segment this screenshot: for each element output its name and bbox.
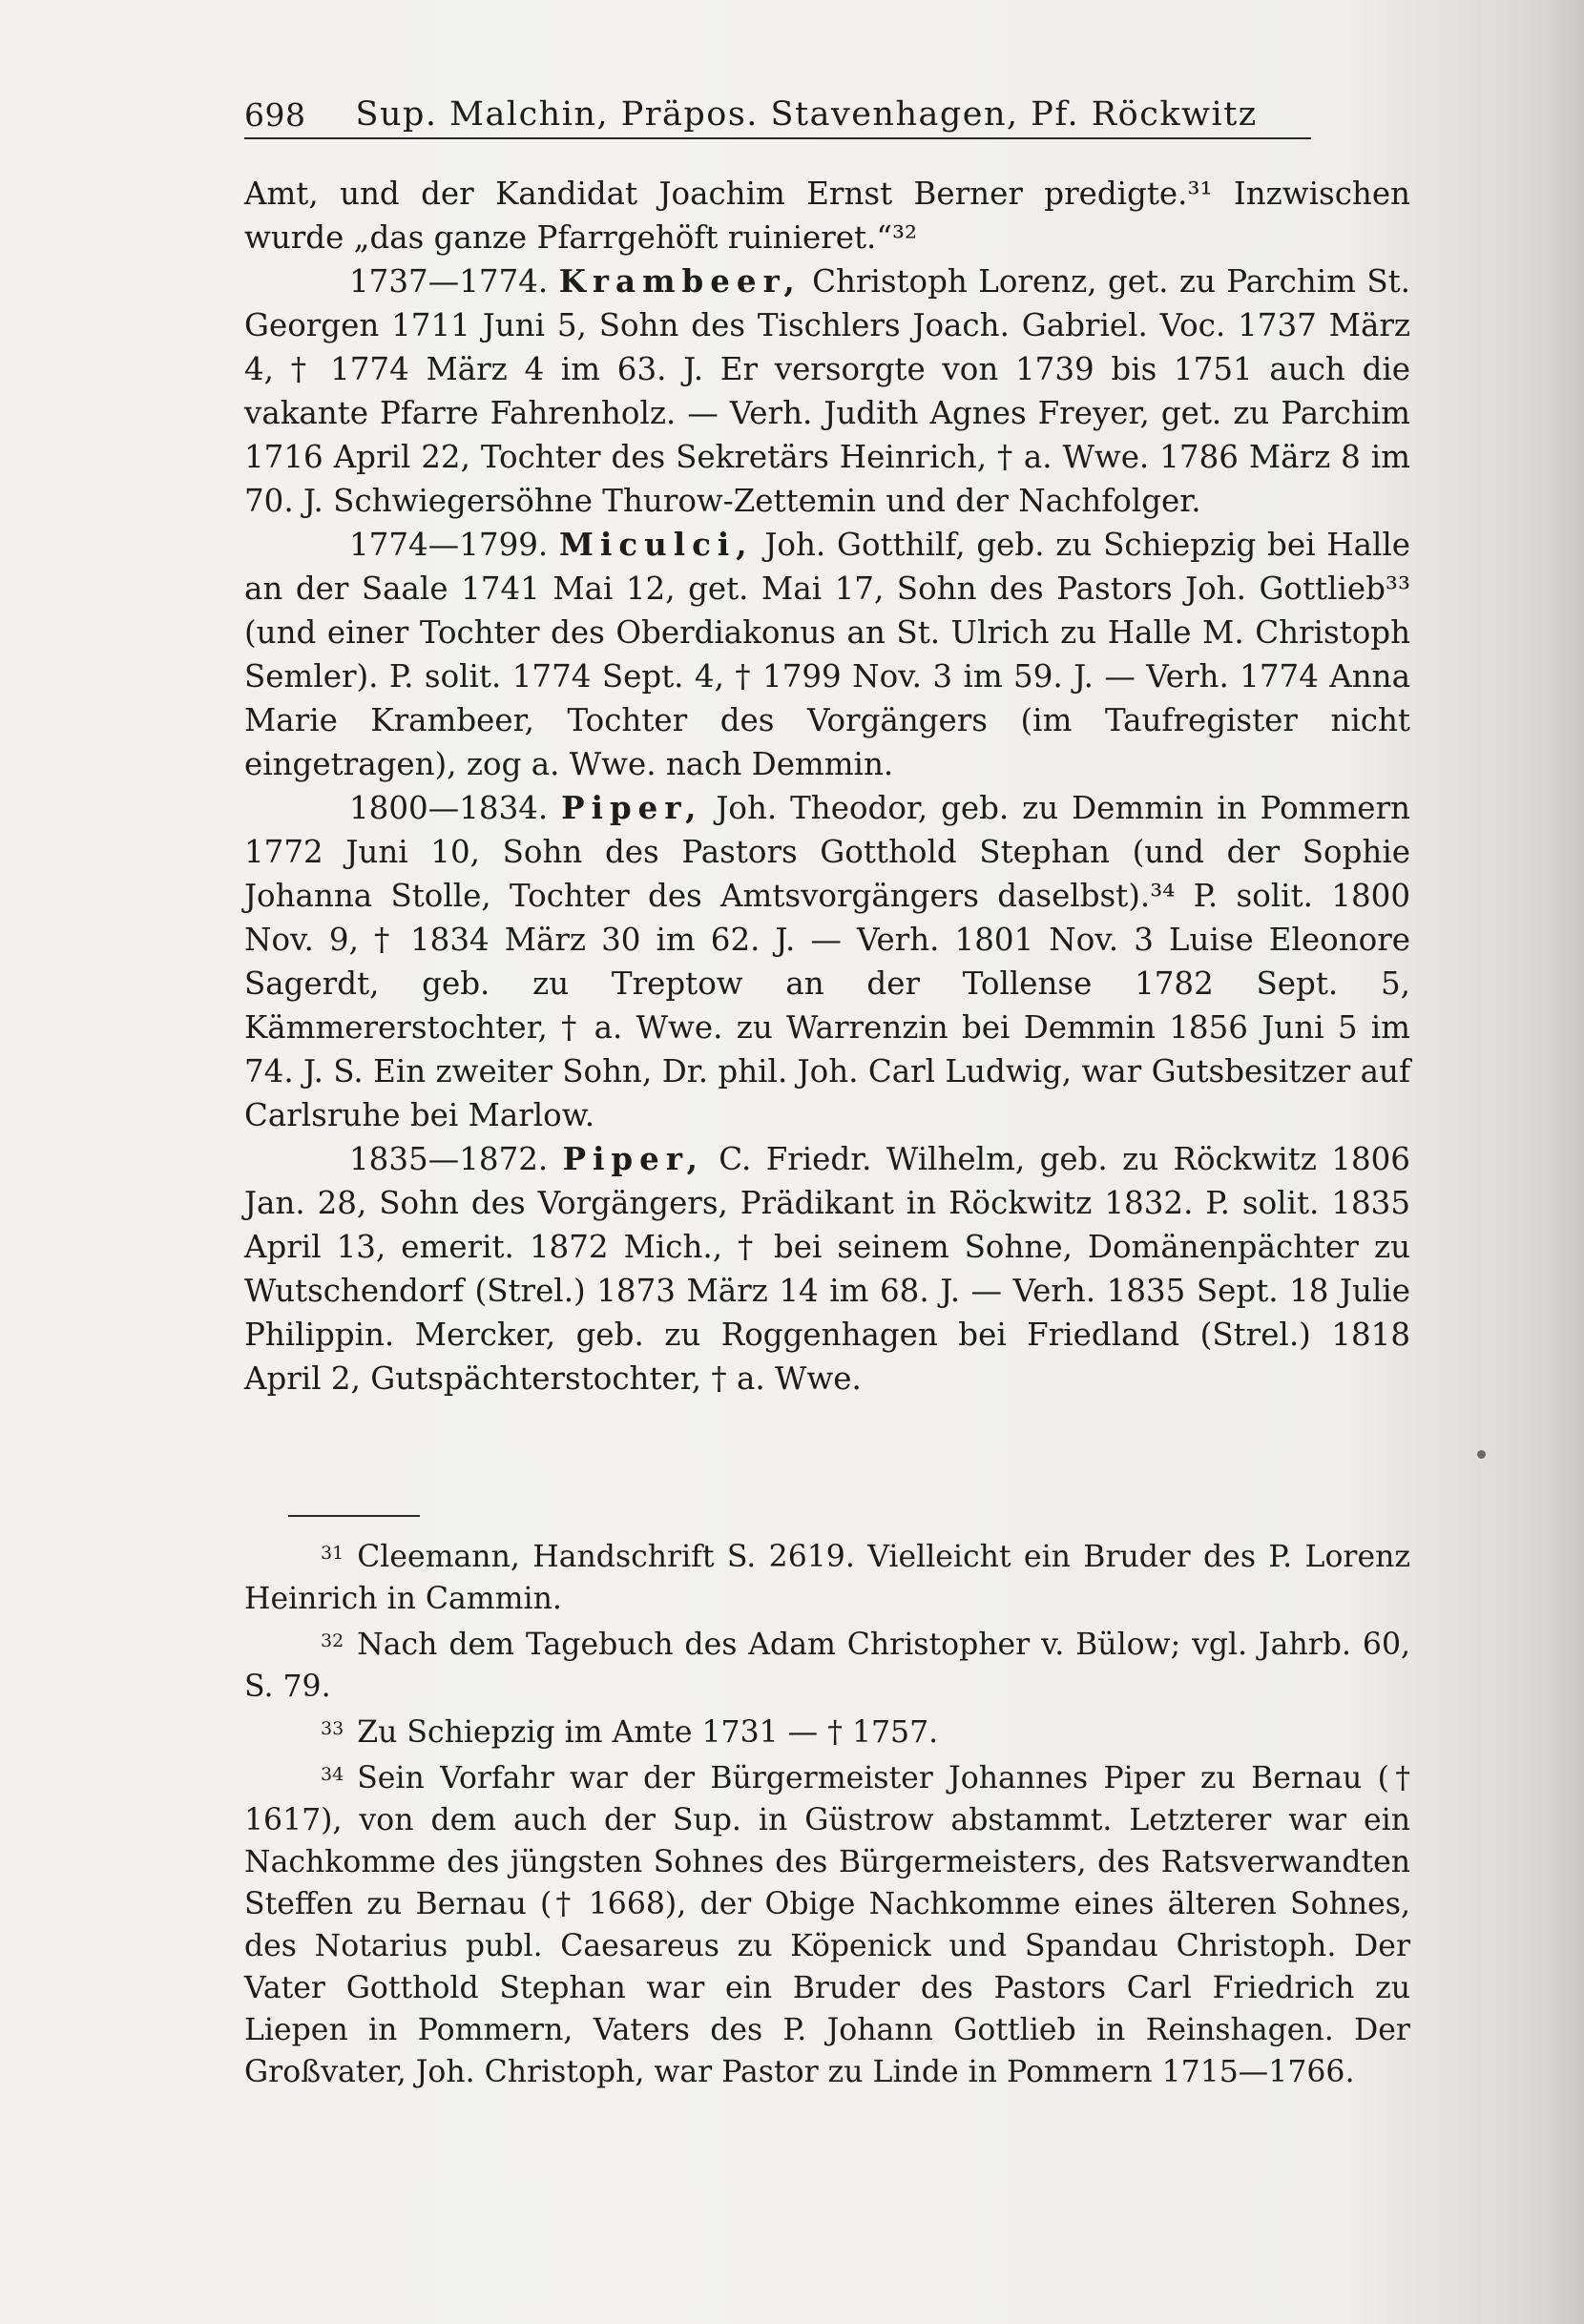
footnote-divider bbox=[288, 1515, 420, 1517]
paper-spot bbox=[1477, 1450, 1486, 1459]
footnote-text: Cleemann, Handschrift S. 2619. Vielleicht ein Bruder des P. Lorenz Heinrich in Cammin. bbox=[244, 1540, 1410, 1616]
footnote-number: 34 bbox=[321, 1764, 344, 1785]
entry-years: 1835—1872. bbox=[349, 1141, 549, 1177]
footnote bbox=[244, 1532, 1410, 1620]
entry-surname: Miculci, bbox=[559, 526, 754, 563]
entry-text: C. Friedr. Wilhelm, geb. zu Röckwitz 1806 Jan. 28, Sohn des Vorgängers, Prädikant in Röckwitz 1832. P. solit. 1835 April 13, emerit. 1872 Mich., † bei seinem Sohne, Domänenpächter zu Wutschendorf (Strel.) 1873 März 14 im 68. J. — Verh. 1835 Sept. 18 Julie Philippin. Mercker, geb. zu Roggenhagen bei Friedland (Strel.) 1818 April 2, Gutspächterstochter, † a. Wwe. bbox=[244, 1141, 1410, 1397]
entry-years: 1774—1799. bbox=[349, 527, 549, 563]
paragraph-text: Amt, und der Kandidat Joachim Ernst Berner predigte.³¹ Inzwischen wurde „das ganze Pfarrgehöft ruinieret.“³² bbox=[244, 176, 1410, 256]
footnote-text: Nach dem Tagebuch des Adam Christopher v. Bülow; vgl. Jahrb. 60, S. 79. bbox=[244, 1628, 1410, 1704]
entry-surname: Piper, bbox=[562, 1140, 704, 1177]
entry-miculci bbox=[244, 523, 1410, 786]
entry-krambeer bbox=[244, 259, 1410, 523]
footnote-number: 31 bbox=[321, 1543, 344, 1564]
running-head: Sup. Malchin, Präpos. Stavenhagen, Pf. Röckwitz bbox=[355, 95, 1258, 134]
entry-text: Christoph Lorenz, get. zu Parchim St. Georgen 1711 Juni 5, Sohn des Tischlers Joach. Gabriel. Voc. 1737 März 4, † 1774 März 4 im 63. J. Er versorgte von 1739 bis 1751 auch die vakante Pfarre Fahrenholz. — Verh. Judith Agnes Freyer, get. zu Parchim 1716 April 22, Tochter des Sekretärs Heinrich, † a. Wwe. 1786 März 8 im 70. J. Schwiegersöhne Thurow-Zettemin und der Nachfolger. bbox=[244, 263, 1411, 519]
footnote-text: Zu Schiepzig im Amte 1731 — † 1757. bbox=[357, 1715, 939, 1750]
entry-surname: Piper, bbox=[561, 789, 703, 826]
footnote-number: 32 bbox=[321, 1630, 344, 1651]
entry-text: Joh. Gotthilf, geb. zu Schiepzig bei Halle an der Saale 1741 Mai 12, get. Mai 17, Sohn des Pastors Joh. Gottlieb³³ (und einer Tochter des Oberdiakonus an St. Ulrich zu Halle M. Christoph Semler). P. solit. 1774 Sept. 4, † 1799 Nov. 3 im 59. J. — Verh. 1774 Anna Marie Krambeer, Tochter des Vorgängers (im Taufregister nicht eingetragen), zog a. Wwe. nach Demmin. bbox=[244, 527, 1410, 782]
footnote bbox=[244, 1753, 1410, 2093]
page-number: 698 bbox=[244, 96, 306, 134]
entry-years: 1737—1774. bbox=[349, 263, 549, 300]
page-header bbox=[244, 92, 1311, 139]
footnote-text: Sein Vorfahr war der Bürgermeister Johannes Piper zu Bernau († 1617), von dem auch der Sup. in Güstrow abstammt. Letzterer war ein Nachkomme des jüngsten Sohnes des Bürgermeisters, des Ratsverwandten Steffen zu Bernau († 1668), der Obige Nachkomme eines älteren Sohnes, des Notarius publ. Caesareus zu Köpenick und Spandau Christoph. Der Vater Gotthold Stephan war ein Bruder des Pastors Carl Friedrich zu Liepen in Pommern, Vaters des P. Johann Gottlieb in Reinshagen. Der Großvater, Joh. Christoph, war Pastor zu Linde in Pommern 1715—1766. bbox=[244, 1761, 1410, 2089]
entry-piper-theodor bbox=[244, 786, 1410, 1137]
footnote-number: 33 bbox=[321, 1718, 344, 1739]
entry-years: 1800—1834. bbox=[349, 790, 549, 826]
footnote bbox=[244, 1708, 1410, 1753]
entry-piper-wilhelm bbox=[244, 1137, 1410, 1401]
entry-surname: Krambeer, bbox=[558, 262, 802, 300]
footnote bbox=[244, 1620, 1410, 1708]
entry-text: Joh. Theodor, geb. zu Demmin in Pommern 1772 Juni 10, Sohn des Pastors Gotthold Stephan (und der Sophie Johanna Stolle, Tochter des Amtsvorgängers daselbst).³⁴ P. solit. 1800 Nov. 9, † 1834 März 30 im 62. J. — Verh. 1801 Nov. 3 Luise Eleonore Sagerdt, geb. zu Treptow an der Tollense 1782 Sept. 5, Kämmererstochter, † a. Wwe. zu Warrenzin bei Demmin 1856 Juni 5 im 74. J. S. Ein zweiter Sohn, Dr. phil. Joh. Carl Ludwig, war Gutsbesitzer auf Carlsruhe bei Marlow. bbox=[244, 790, 1410, 1133]
paragraph-continuation bbox=[244, 172, 1410, 259]
main-text bbox=[244, 172, 1410, 1401]
footnotes bbox=[244, 1532, 1410, 2093]
